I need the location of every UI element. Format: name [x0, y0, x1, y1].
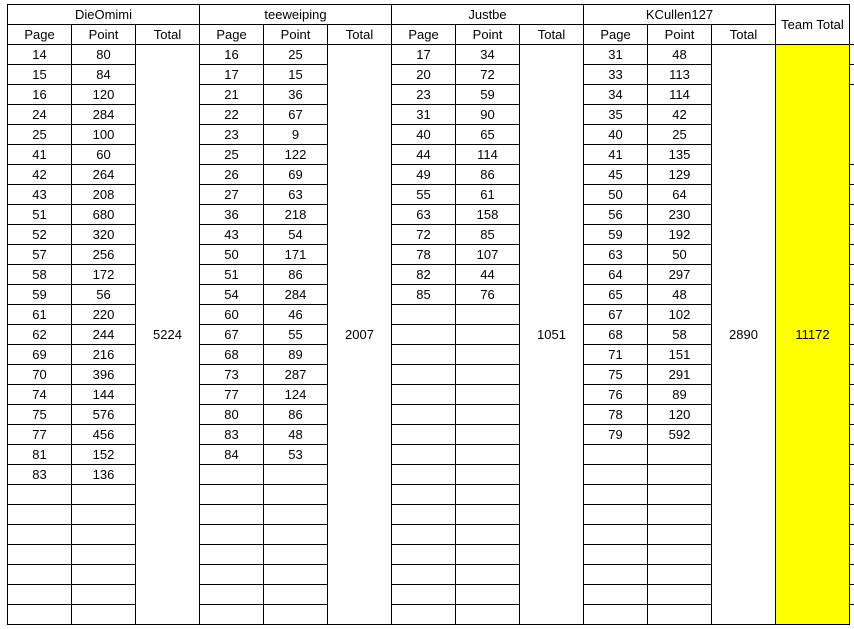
page-cell[interactable] — [200, 565, 264, 585]
gridline — [849, 564, 854, 565]
point-cell[interactable]: 320 — [72, 225, 136, 245]
point-cell[interactable]: 69 — [264, 165, 328, 185]
point-cell[interactable] — [648, 445, 712, 465]
user-total-cell[interactable]: 2890 — [712, 45, 776, 625]
point-cell[interactable]: 90 — [456, 105, 520, 125]
page-cell[interactable]: 14 — [8, 45, 72, 65]
gridline — [849, 404, 854, 405]
page-cell[interactable]: 60 — [200, 305, 264, 325]
point-cell[interactable]: 158 — [456, 205, 520, 225]
page-cell[interactable]: 42 — [8, 165, 72, 185]
page-cell[interactable] — [392, 365, 456, 385]
page-cell[interactable]: 78 — [584, 405, 648, 425]
gridline — [849, 384, 854, 385]
point-cell[interactable] — [456, 345, 520, 365]
page-cell[interactable]: 51 — [8, 205, 72, 225]
page-cell[interactable]: 40 — [584, 125, 648, 145]
page-cell[interactable] — [392, 485, 456, 505]
page-cell[interactable]: 65 — [584, 285, 648, 305]
point-cell[interactable]: 36 — [264, 85, 328, 105]
page-cell[interactable]: 78 — [392, 245, 456, 265]
gridline — [849, 224, 854, 225]
point-cell[interactable] — [648, 565, 712, 585]
page-column-header[interactable]: Page — [584, 25, 648, 45]
point-cell[interactable]: 107 — [456, 245, 520, 265]
page-cell[interactable] — [584, 485, 648, 505]
gridline — [849, 304, 854, 305]
point-cell[interactable] — [648, 485, 712, 505]
page-cell[interactable]: 17 — [200, 65, 264, 85]
point-cell[interactable]: 208 — [72, 185, 136, 205]
page-cell[interactable]: 41 — [584, 145, 648, 165]
point-cell[interactable]: 61 — [456, 185, 520, 205]
page-cell[interactable]: 77 — [200, 385, 264, 405]
point-cell[interactable]: 124 — [264, 385, 328, 405]
page-cell[interactable] — [200, 545, 264, 565]
point-cell[interactable]: 44 — [456, 265, 520, 285]
point-cell[interactable] — [648, 465, 712, 485]
page-cell[interactable] — [392, 305, 456, 325]
page-cell[interactable] — [392, 585, 456, 605]
point-cell[interactable] — [72, 485, 136, 505]
point-cell[interactable]: 216 — [72, 345, 136, 365]
total-column-header[interactable]: Total — [136, 25, 200, 45]
point-cell[interactable] — [648, 505, 712, 525]
point-cell[interactable]: 58 — [648, 325, 712, 345]
point-cell[interactable] — [456, 545, 520, 565]
point-cell[interactable] — [264, 525, 328, 545]
gridline — [849, 84, 854, 85]
page-cell[interactable]: 34 — [584, 85, 648, 105]
point-column-header[interactable]: Point — [264, 25, 328, 45]
page-cell[interactable]: 15 — [8, 65, 72, 85]
page-cell[interactable]: 83 — [200, 425, 264, 445]
page-cell[interactable]: 59 — [8, 285, 72, 305]
page-cell[interactable] — [584, 465, 648, 485]
point-cell[interactable]: 284 — [264, 285, 328, 305]
page-cell[interactable] — [8, 525, 72, 545]
point-cell[interactable] — [456, 365, 520, 385]
point-cell[interactable] — [456, 605, 520, 625]
page-cell[interactable]: 72 — [392, 225, 456, 245]
point-cell[interactable] — [456, 505, 520, 525]
page-cell[interactable] — [8, 585, 72, 605]
point-cell[interactable] — [456, 565, 520, 585]
page-cell[interactable]: 43 — [200, 225, 264, 245]
point-cell[interactable] — [72, 605, 136, 625]
page-cell[interactable]: 61 — [8, 305, 72, 325]
page-cell[interactable] — [584, 605, 648, 625]
page-cell[interactable]: 76 — [584, 385, 648, 405]
adjacent-column-gridlines — [849, 4, 854, 624]
page-cell[interactable] — [392, 525, 456, 545]
point-cell[interactable]: 48 — [648, 45, 712, 65]
point-cell[interactable]: 456 — [72, 425, 136, 445]
point-cell[interactable]: 63 — [264, 185, 328, 205]
page-cell[interactable]: 36 — [200, 205, 264, 225]
gridline — [849, 204, 854, 205]
gridline — [849, 344, 854, 345]
point-cell[interactable] — [72, 585, 136, 605]
page-cell[interactable] — [584, 445, 648, 465]
page-cell[interactable]: 85 — [392, 285, 456, 305]
page-cell[interactable]: 75 — [584, 365, 648, 385]
page-cell[interactable] — [200, 465, 264, 485]
page-cell[interactable]: 59 — [584, 225, 648, 245]
point-cell[interactable]: 135 — [648, 145, 712, 165]
point-cell[interactable]: 59 — [456, 85, 520, 105]
page-cell[interactable]: 74 — [8, 385, 72, 405]
point-cell[interactable]: 102 — [648, 305, 712, 325]
point-cell[interactable]: 120 — [72, 85, 136, 105]
page-cell[interactable] — [8, 505, 72, 525]
point-cell[interactable]: 9 — [264, 125, 328, 145]
gridline — [849, 64, 854, 65]
page-cell[interactable]: 56 — [584, 205, 648, 225]
page-cell[interactable] — [392, 565, 456, 585]
point-cell[interactable] — [264, 485, 328, 505]
page-cell[interactable]: 23 — [200, 125, 264, 145]
page-cell[interactable] — [200, 505, 264, 525]
point-cell[interactable] — [648, 525, 712, 545]
page-column-header[interactable]: Page — [200, 25, 264, 45]
point-cell[interactable] — [456, 425, 520, 445]
point-cell[interactable] — [456, 385, 520, 405]
page-cell[interactable] — [200, 585, 264, 605]
page-cell[interactable] — [8, 485, 72, 505]
page-cell[interactable] — [392, 545, 456, 565]
gridline — [849, 444, 854, 445]
point-cell[interactable]: 113 — [648, 65, 712, 85]
gridline — [849, 504, 854, 505]
page-cell[interactable]: 41 — [8, 145, 72, 165]
page-cell[interactable]: 62 — [8, 325, 72, 345]
point-cell[interactable]: 48 — [264, 425, 328, 445]
page-cell[interactable] — [584, 545, 648, 565]
user-total-cell[interactable]: 5224 — [136, 45, 200, 625]
point-cell[interactable]: 67 — [264, 105, 328, 125]
page-cell[interactable] — [392, 445, 456, 465]
page-cell[interactable]: 73 — [200, 365, 264, 385]
point-cell[interactable]: 72 — [456, 65, 520, 85]
gridline — [849, 364, 854, 365]
point-cell[interactable]: 34 — [456, 45, 520, 65]
point-cell[interactable]: 25 — [648, 125, 712, 145]
point-cell[interactable] — [72, 525, 136, 545]
page-cell[interactable]: 67 — [200, 325, 264, 345]
point-cell[interactable]: 218 — [264, 205, 328, 225]
page-cell[interactable]: 25 — [200, 145, 264, 165]
page-cell[interactable] — [584, 525, 648, 545]
point-cell[interactable]: 15 — [264, 65, 328, 85]
page-cell[interactable]: 75 — [8, 405, 72, 425]
page-cell[interactable]: 27 — [200, 185, 264, 205]
point-cell[interactable]: 172 — [72, 265, 136, 285]
point-cell[interactable]: 129 — [648, 165, 712, 185]
page-cell[interactable]: 24 — [8, 105, 72, 125]
page-cell[interactable] — [392, 425, 456, 445]
point-cell[interactable]: 48 — [648, 285, 712, 305]
page-column-header[interactable]: Page — [392, 25, 456, 45]
point-cell[interactable] — [264, 465, 328, 485]
page-cell[interactable]: 16 — [200, 45, 264, 65]
point-cell[interactable]: 42 — [648, 105, 712, 125]
point-cell[interactable] — [72, 545, 136, 565]
gridline — [849, 424, 854, 425]
point-cell[interactable] — [264, 505, 328, 525]
point-cell[interactable]: 64 — [648, 185, 712, 205]
point-cell[interactable] — [456, 485, 520, 505]
page-cell[interactable]: 83 — [8, 465, 72, 485]
point-column-header[interactable]: Point — [648, 25, 712, 45]
point-cell[interactable] — [456, 465, 520, 485]
user-name-header[interactable]: Justbe — [392, 5, 584, 25]
point-cell[interactable]: 287 — [264, 365, 328, 385]
point-cell[interactable] — [456, 325, 520, 345]
point-cell[interactable]: 53 — [264, 445, 328, 465]
point-cell[interactable]: 136 — [72, 465, 136, 485]
point-cell[interactable]: 396 — [72, 365, 136, 385]
point-cell[interactable]: 680 — [72, 205, 136, 225]
point-cell[interactable]: 151 — [648, 345, 712, 365]
page-cell[interactable] — [392, 325, 456, 345]
page-cell[interactable]: 71 — [584, 345, 648, 365]
point-cell[interactable] — [648, 545, 712, 565]
point-cell[interactable] — [264, 545, 328, 565]
point-cell[interactable]: 120 — [648, 405, 712, 425]
page-cell[interactable]: 16 — [8, 85, 72, 105]
page-column-header[interactable]: Page — [8, 25, 72, 45]
point-cell[interactable] — [264, 605, 328, 625]
gridline — [849, 524, 854, 525]
gridline — [849, 584, 854, 585]
user-total-cell[interactable]: 1051 — [520, 45, 584, 625]
page-cell[interactable]: 81 — [8, 445, 72, 465]
team-total-cell[interactable]: 11172 — [776, 45, 850, 625]
point-cell[interactable]: 54 — [264, 225, 328, 245]
page-cell[interactable] — [392, 505, 456, 525]
table-row — [8, 45, 850, 65]
point-cell[interactable]: 85 — [456, 225, 520, 245]
point-cell[interactable] — [456, 445, 520, 465]
point-cell[interactable]: 86 — [456, 165, 520, 185]
point-cell[interactable]: 592 — [648, 425, 712, 445]
point-cell[interactable]: 114 — [648, 85, 712, 105]
point-cell[interactable]: 60 — [72, 145, 136, 165]
page-cell[interactable] — [584, 585, 648, 605]
page-cell[interactable]: 57 — [8, 245, 72, 265]
point-cell[interactable] — [264, 585, 328, 605]
page-cell[interactable]: 35 — [584, 105, 648, 125]
user-name-header[interactable]: DieOmimi — [8, 5, 200, 25]
page-cell[interactable]: 68 — [200, 345, 264, 365]
point-cell[interactable]: 244 — [72, 325, 136, 345]
point-cell[interactable]: 56 — [72, 285, 136, 305]
point-cell[interactable]: 86 — [264, 405, 328, 425]
total-column-header[interactable]: Total — [328, 25, 392, 45]
point-cell[interactable]: 114 — [456, 145, 520, 165]
page-cell[interactable]: 50 — [200, 245, 264, 265]
point-cell[interactable] — [264, 565, 328, 585]
point-cell[interactable]: 86 — [264, 265, 328, 285]
page-cell[interactable] — [8, 605, 72, 625]
point-cell[interactable] — [648, 605, 712, 625]
point-cell[interactable]: 256 — [72, 245, 136, 265]
user-total-cell[interactable]: 2007 — [328, 45, 392, 625]
point-cell[interactable] — [456, 525, 520, 545]
page-cell[interactable]: 23 — [392, 85, 456, 105]
page-cell[interactable]: 55 — [392, 185, 456, 205]
page-cell[interactable] — [392, 385, 456, 405]
point-cell[interactable]: 192 — [648, 225, 712, 245]
page-cell[interactable]: 77 — [8, 425, 72, 445]
point-cell[interactable]: 152 — [72, 445, 136, 465]
point-cell[interactable] — [456, 585, 520, 605]
point-cell[interactable]: 25 — [264, 45, 328, 65]
gridline — [849, 484, 854, 485]
total-column-header[interactable]: Total — [712, 25, 776, 45]
page-cell[interactable] — [392, 465, 456, 485]
gridline — [849, 164, 854, 165]
point-cell[interactable]: 291 — [648, 365, 712, 385]
gridline — [849, 284, 854, 285]
page-cell[interactable]: 49 — [392, 165, 456, 185]
page-cell[interactable]: 25 — [8, 125, 72, 145]
page-cell[interactable]: 68 — [584, 325, 648, 345]
team-total-header[interactable]: Team Total — [776, 5, 850, 45]
point-column-header[interactable]: Point — [72, 25, 136, 45]
point-cell[interactable] — [456, 405, 520, 425]
page-cell[interactable] — [8, 565, 72, 585]
point-cell[interactable] — [72, 565, 136, 585]
page-cell[interactable] — [200, 605, 264, 625]
page-cell[interactable]: 26 — [200, 165, 264, 185]
page-cell[interactable]: 31 — [392, 105, 456, 125]
page-cell[interactable]: 50 — [584, 185, 648, 205]
point-cell[interactable]: 284 — [72, 105, 136, 125]
page-cell[interactable]: 64 — [584, 265, 648, 285]
page-cell[interactable]: 20 — [392, 65, 456, 85]
page-cell[interactable] — [584, 565, 648, 585]
page-cell[interactable] — [584, 505, 648, 525]
page-cell[interactable]: 51 — [200, 265, 264, 285]
page-cell[interactable]: 67 — [584, 305, 648, 325]
gridline — [849, 544, 854, 545]
page-cell[interactable]: 44 — [392, 145, 456, 165]
page-cell[interactable] — [8, 545, 72, 565]
point-cell[interactable]: 576 — [72, 405, 136, 425]
point-cell[interactable]: 144 — [72, 385, 136, 405]
point-cell[interactable]: 55 — [264, 325, 328, 345]
point-cell[interactable]: 65 — [456, 125, 520, 145]
point-cell[interactable]: 171 — [264, 245, 328, 265]
page-cell[interactable]: 79 — [584, 425, 648, 445]
page-cell[interactable]: 70 — [8, 365, 72, 385]
page-cell[interactable]: 52 — [8, 225, 72, 245]
page-cell[interactable]: 82 — [392, 265, 456, 285]
point-cell[interactable]: 297 — [648, 265, 712, 285]
page-cell[interactable]: 31 — [584, 45, 648, 65]
page-cell[interactable]: 22 — [200, 105, 264, 125]
page-cell[interactable]: 63 — [392, 205, 456, 225]
gridline — [849, 324, 854, 325]
page-cell[interactable]: 40 — [392, 125, 456, 145]
point-cell[interactable]: 84 — [72, 65, 136, 85]
page-cell[interactable] — [200, 485, 264, 505]
user-name-header[interactable]: teeweiping — [200, 5, 392, 25]
point-cell[interactable]: 220 — [72, 305, 136, 325]
point-cell[interactable]: 46 — [264, 305, 328, 325]
page-cell[interactable]: 69 — [8, 345, 72, 365]
gridline — [849, 244, 854, 245]
header-row-users — [8, 5, 850, 25]
page-cell[interactable]: 80 — [200, 405, 264, 425]
user-name-header[interactable]: KCullen127 — [584, 5, 776, 25]
point-cell[interactable]: 89 — [264, 345, 328, 365]
point-cell[interactable]: 80 — [72, 45, 136, 65]
page-cell[interactable]: 58 — [8, 265, 72, 285]
page-cell[interactable] — [392, 345, 456, 365]
total-column-header[interactable]: Total — [520, 25, 584, 45]
point-cell[interactable] — [648, 585, 712, 605]
gridline — [849, 264, 854, 265]
gridline — [849, 604, 854, 605]
point-cell[interactable]: 122 — [264, 145, 328, 165]
point-cell[interactable]: 89 — [648, 385, 712, 405]
page-cell[interactable] — [200, 525, 264, 545]
page-cell[interactable]: 63 — [584, 245, 648, 265]
point-cell[interactable]: 100 — [72, 125, 136, 145]
point-cell[interactable]: 76 — [456, 285, 520, 305]
gridline — [849, 44, 854, 45]
score-spreadsheet — [7, 4, 850, 625]
point-cell[interactable]: 264 — [72, 165, 136, 185]
page-cell[interactable]: 21 — [200, 85, 264, 105]
page-cell[interactable]: 17 — [392, 45, 456, 65]
point-column-header[interactable]: Point — [456, 25, 520, 45]
page-cell[interactable]: 84 — [200, 445, 264, 465]
page-cell[interactable]: 33 — [584, 65, 648, 85]
point-cell[interactable]: 50 — [648, 245, 712, 265]
point-cell[interactable]: 230 — [648, 205, 712, 225]
page-cell[interactable]: 43 — [8, 185, 72, 205]
point-cell[interactable] — [456, 305, 520, 325]
page-cell[interactable]: 45 — [584, 165, 648, 185]
page-cell[interactable] — [392, 405, 456, 425]
page-cell[interactable] — [392, 605, 456, 625]
header-row-columns — [8, 25, 850, 45]
gridline — [849, 184, 854, 185]
point-cell[interactable] — [72, 505, 136, 525]
page-cell[interactable]: 54 — [200, 285, 264, 305]
gridline — [849, 464, 854, 465]
